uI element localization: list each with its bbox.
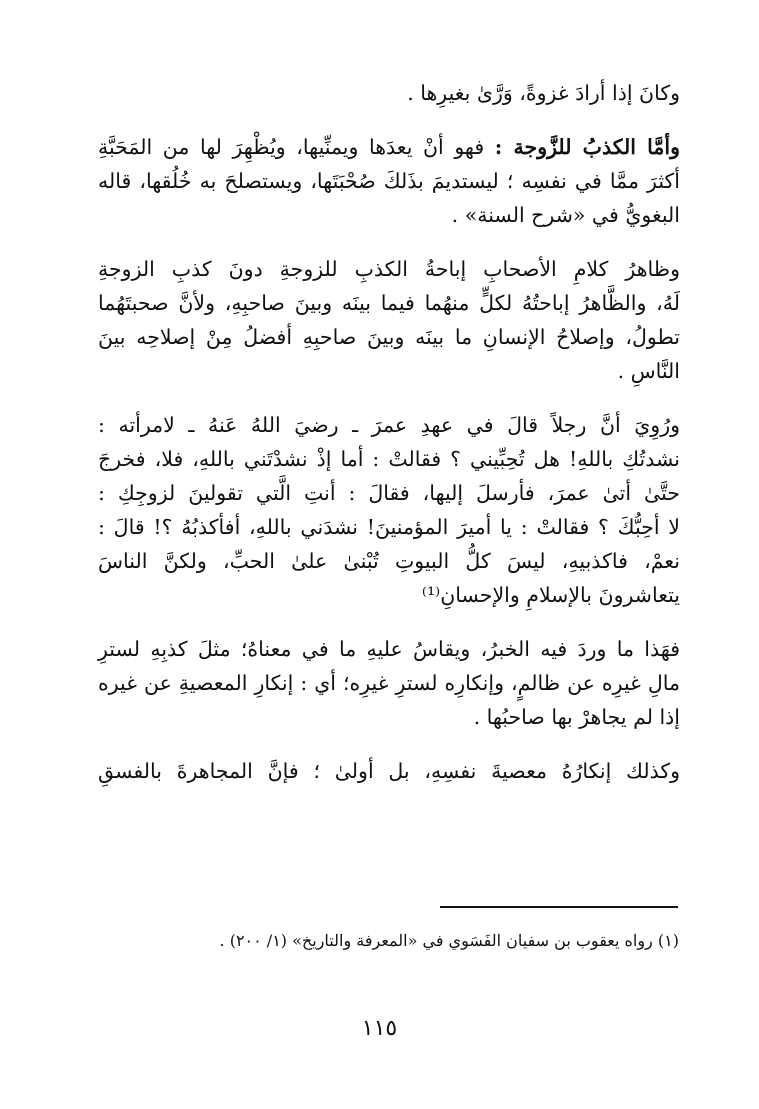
text-line: نشدتُكِ باللهِ! هل تُحِبِّيني ؟ فقالتْ : أما إذْ نشدْتَني باللهِ، فلا، فخرجَ [98,447,680,471]
footnote-divider [440,906,678,908]
section-lead: وأمَّا الكذبُ للزَّوجة : [494,135,681,159]
text-line: لا أحِبُّكَ ؟ فقالتْ : يا أميرَ المؤمنينَ! نشدَني باللهِ، أفأكذبُهُ ؟! قالَ : [98,515,680,539]
paragraph-2 [98,130,680,232]
text-line: ورُوِيَ أنَّ رجلاً قالَ في عهدِ عمرَ ـ رضيَ اللهُ عَنهُ ـ لامرأته : [98,413,680,437]
text-line: يتعاشرونَ بالإسلامِ والإحسانِ⁽¹⁾ [421,583,680,607]
paragraph-4 [98,408,680,612]
text-line: لَهُ، والظَّاهرُ إباحتُهُ لكلٍّ منهُما فيما بينَه وبينَ صاحبِهِ، ولأنَّ صحبتَهُما [98,291,680,315]
paragraph-6 [98,754,680,788]
text-line-rest: فهو أنْ يعدَها ويمنِّيها، ويُظْهِرَ لها من المَحَبَّةِ [98,135,495,159]
text-line: حتَّىٰ أتىٰ عمرَ، فأرسلَ إليها، فقالَ : أنتِ الَّتي تقولينَ لزوجِكِ : [98,481,680,505]
page-number: ١١٥ [361,1016,398,1041]
body-text [98,76,680,808]
paragraph-1 [98,76,680,110]
text-line: إذا لم يجاهرْ بها صاحبُها . [473,705,680,729]
text-line: تطولُ، وإصلاحُ الإنسانِ ما بينَه وبينَ صاحبِهِ أفضلُ مِنْ إصلاحِه بينَ [98,325,680,349]
text-line: وكذلك إنكارُهُ معصيةَ نفسِهِ، بل أولىٰ ؛ فإنَّ المجاهرةَ بالفسقِ [98,759,680,783]
text-line [98,130,680,164]
text-line: البغويُّ في «شرح السنة» . [451,203,680,227]
paragraph-3 [98,252,680,388]
text-line: وكانَ إذا أرادَ غزوةً، وَرَّىٰ بغيرِها . [407,81,680,105]
paragraph-5 [98,632,680,734]
footnote: (١) رواه يعقوب بن سفيان الفَسَوي في «المعرفة والتاريخ» (١/ ٢٠٠) . [219,931,679,950]
text-line: وظاهرُ كلامِ الأصحابِ إباحةُ الكذبِ للزوجةِ دونَ كذبِ الزوجةِ [98,257,680,281]
text-line: أكثرَ ممَّا في نفسِه ؛ ليستديمَ بذَلكَ صُحْبَتَها، ويستصلحَ به خُلُقها، قاله [98,169,680,193]
text-line: نعمْ، فاكذبيهِ، ليسَ كلُّ البيوتِ تُبْنىٰ علىٰ الحبِّ، ولكنَّ الناسَ [98,549,680,573]
text-line: مالِ غيرِه عن ظالمٍ، وإنكارِه لسترِ غيرِه؛ أي : إنكارِ المعصيةِ عن غيره [98,671,680,695]
text-line: النَّاسِ . [617,359,680,383]
text-line: فهَذا ما وردَ فيه الخبرُ، ويقاسُ عليهِ ما في معناهُ؛ مثلَ كذبِهِ لسترِ [98,637,680,661]
